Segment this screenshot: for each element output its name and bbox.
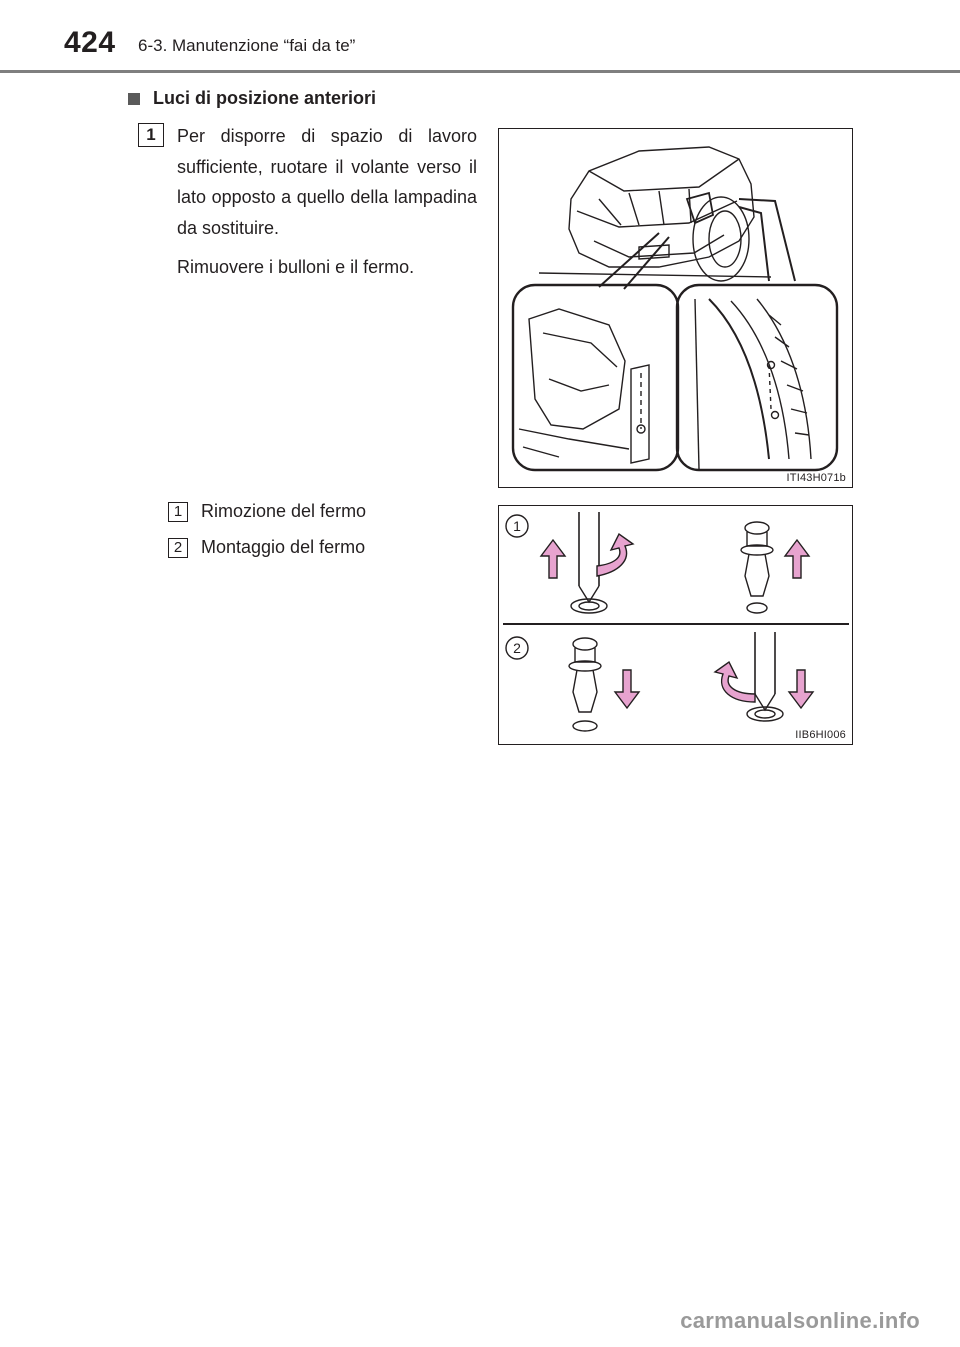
chapter-title: 6-3. Manutenzione “fai da te” bbox=[138, 36, 356, 55]
page-number: 424 bbox=[64, 26, 116, 59]
car-bumper-illustration bbox=[498, 128, 853, 488]
section-heading bbox=[128, 88, 376, 109]
legend-number: 2 bbox=[168, 538, 188, 558]
header-divider bbox=[0, 70, 960, 73]
clip-procedure-drawing bbox=[499, 506, 852, 744]
figure-code: ITI43H071b bbox=[786, 472, 846, 484]
legend-number: 1 bbox=[168, 502, 188, 522]
legend-label: Montaggio del fermo bbox=[201, 537, 366, 557]
step-number-badge: 1 bbox=[138, 123, 164, 147]
footer-watermark: carmanualsonline.info bbox=[680, 1308, 920, 1333]
figure-code: IIB6HI006 bbox=[795, 729, 846, 741]
step-paragraph: Rimuovere i bulloni e il fermo. bbox=[177, 257, 415, 277]
panel-label: 1 bbox=[513, 518, 521, 534]
step-paragraph: Per disporre di spazio di lavoro sufficiente, ruotare il volante verso il lato opposto a quello della lampadina da sostituire. bbox=[177, 126, 477, 238]
car-bumper-drawing bbox=[499, 129, 852, 487]
legend-label: Rimozione del fermo bbox=[201, 501, 367, 521]
panel-label: 2 bbox=[513, 640, 521, 656]
square-bullet-icon bbox=[128, 93, 140, 105]
clip-procedure-illustration bbox=[498, 505, 853, 745]
section-heading-text: Luci di posizione anteriori bbox=[153, 88, 377, 108]
legend-item-install bbox=[168, 537, 365, 558]
legend-item-remove bbox=[168, 501, 366, 522]
step-instructions bbox=[177, 121, 477, 283]
